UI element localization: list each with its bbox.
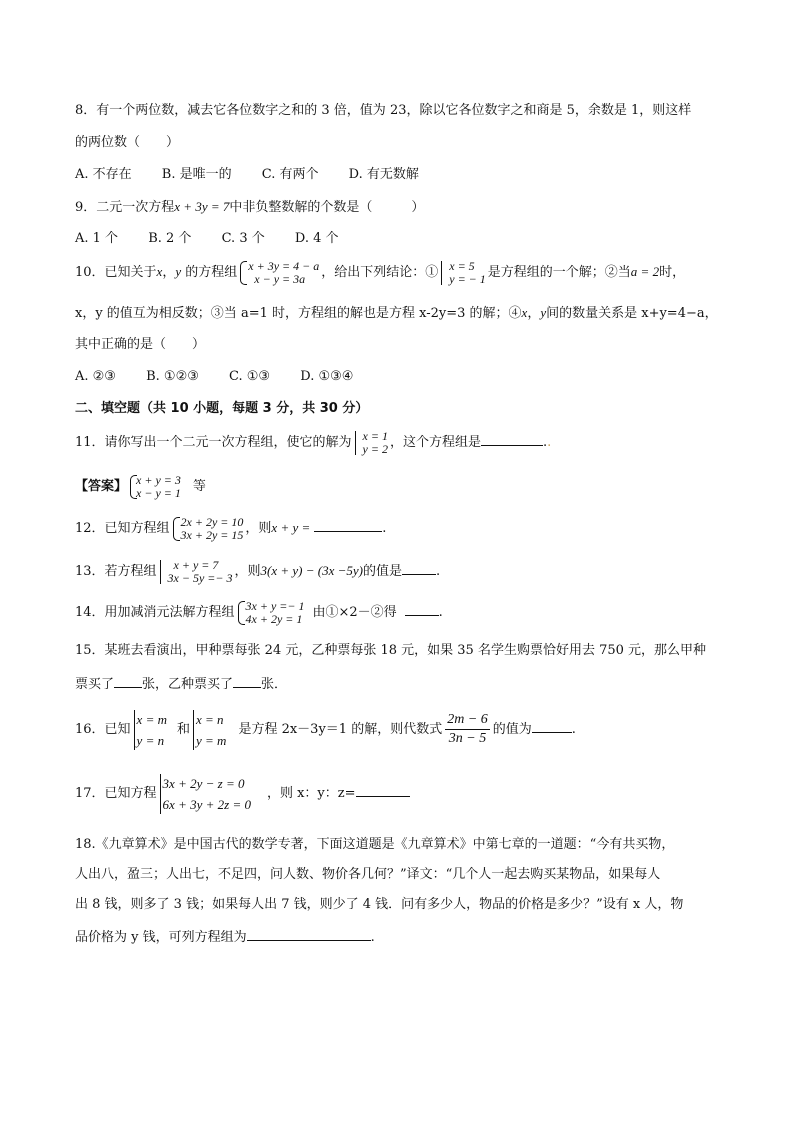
q15-blank-1[interactable] [114,675,142,688]
q11-answer-blank[interactable] [481,433,543,446]
q10-sys-row-2: x − y = 3a [254,271,306,286]
q8-option-d: D. 有无数解 [348,167,419,182]
q12-equation-system [172,516,244,542]
q16-text-4: 的值为 [492,722,532,737]
q11-period: . [543,435,548,450]
q10-text-1: 10．已知关于 [75,265,157,280]
q10-solution-system [440,260,486,286]
q10-option-a: A. ②③ [75,369,116,384]
q9-option-c: C. 3 个 [221,231,265,246]
q17-answer-blank[interactable] [356,784,410,797]
q12-stem [75,513,754,544]
q16-fraction [445,711,490,748]
q10-text-5: 时， [659,265,686,280]
q9-options [75,230,754,248]
q9-stem [75,198,754,217]
q18-text-a: 品价格为 y 钱，可列方程组为 [75,930,247,945]
q16-text-2: 和 [176,722,190,737]
q17-sys-row-1: 3x + 2y − z = 0 [162,775,245,791]
q13-text-1: 13．若方程组 [75,564,157,579]
answer11-system [129,474,181,500]
q11-sol-row-2: y = 2 [362,441,388,456]
q12-text-2: ，则 [245,521,272,536]
q10-sys-row-1: x + 3y = 4 − a [248,258,320,273]
q13-sys-row-1: x + y = 7 [173,557,219,572]
q10-text-2: 的方程组 [185,265,238,280]
q8-option-c: C. 有两个 [261,167,319,182]
q14-text-1: 14．用加减消元法解方程组 [75,605,235,620]
q16-period: . [571,722,576,737]
q13-equation-system [159,559,233,585]
q11-stem [75,428,754,458]
q13-text-2: ，则 [234,564,261,579]
q15-text-a: 票买了 [75,677,115,692]
q15-text-b: 张，乙种票买了 [142,677,234,692]
q8-options [75,166,754,184]
q11-text-1: 11．请你写出一个二元一次方程组，使它的解为 [75,435,352,450]
q10-var-y: y [175,264,182,279]
q10-option-d: D. ①③④ [300,369,354,384]
q13-expression: 3(x + y) − (3x −5y) [260,563,363,578]
q9-option-a: A. 1 个 [75,231,119,246]
q14-stem [75,598,754,628]
q11-text-2: ，这个方程组是 [389,435,481,450]
q12-sys-row-1: 2x + 2y = 10 [180,514,244,529]
q16-system-2 [192,709,226,751]
q10-stem-line3: 其中正确的是（ ） [75,337,206,352]
q11-solution-system [354,430,388,456]
q12-sys-row-2: 3x + 2y = 15 [180,527,244,542]
q11-sol-row-1: x = 1 [362,428,388,443]
q14-period: . [438,605,443,620]
q16-sys2-row-1: x = n [196,711,224,727]
q10-stem-line1 [75,258,754,287]
q8-option-b: B. 是唯一的 [161,167,232,182]
q17-text-1: 17．已知方程 [75,786,157,801]
q16-numerator: 2m − 6 [445,711,490,730]
q10-options [75,368,754,386]
q10-line2-y: y [540,305,547,320]
section-title-fill-in: 二、填空题（共 10 小题，每题 3 分，共 30 分） [75,401,369,416]
q10-var-x: x [156,264,163,279]
q16-text-1: 16．已知 [75,722,131,737]
q10-equation-system [239,260,319,286]
q10-line2-end: 间的数量关系是 x+y=4−a， [546,306,718,321]
q11-dot-mark: . [547,435,552,450]
q12-answer-blank[interactable] [314,519,382,532]
q16-sys1-row-1: x = m [136,711,167,727]
q14-equation-system [237,600,305,626]
q10-option-c: C. ①③ [229,369,271,384]
q10-line2-x: x [521,305,528,320]
q16-sys1-row-2: y = n [136,732,165,748]
q9-suffix: 中非负整数解的个数是（ ） [229,200,425,215]
q18-stem-line2: 人出八，盈三；人出七，不足四，问人数、物价各几何？”译文：“几个人一起去购买某物品，如果每人 [75,867,661,882]
q9-option-d: D. 4 个 [294,231,339,246]
q16-stem [75,708,754,752]
q18-stem-line3: 出 8 钱，则多了 3 钱；如果每人出 7 钱，则少了 4 钱．问有多少人，物品的价格是多少？”设有 x 人，物 [75,897,684,912]
q16-system-1 [133,709,167,751]
q18-answer-blank[interactable] [247,928,371,941]
q15-stem-line2 [75,675,754,694]
q10-line2-text: x，y 的值互为相反数；③当 a=1 时，方程组的解也是方程 x-2y=3 的解；④ [75,306,522,321]
q12-text-1: 12．已知方程组 [75,521,170,536]
q14-answer-blank[interactable] [405,603,439,616]
q14-sys-row-2: 4x + 2y = 1 [245,611,303,626]
q16-answer-blank[interactable] [532,720,572,733]
q15-text-c: 张． [261,677,288,692]
q10-comma: ， [162,265,176,280]
q12-period: . [382,521,387,536]
q16-sys2-row-2: y = m [196,732,227,748]
q14-text-2: 由①×2－②得 [312,605,397,620]
q16-denominator: 3n − 5 [448,731,487,746]
q17-equation-system [159,773,251,815]
q10-sol-row-1: x = 5 [449,258,475,273]
q8-stem-line1: 8．有一个两位数，减去它各位数字之和的 3 倍，值为 23，除以它各位数字之和商是 5，余数是 1，则这样 [75,103,692,118]
q16-text-3: 是方程 2x－3y＝1 的解，则代数式 [238,722,443,737]
q13-text-3: 的值是 [362,564,402,579]
q13-stem [75,556,754,587]
q18-stem-line1: 18.《九章算术》是中国古代的数学专著，下面这道题是《九章算术》中第七章的一道题：“今有共买物， [75,837,675,852]
q8-option-a: A. 不存在 [75,167,132,182]
q10-text-4: 是方程组的一个解；②当 [487,265,631,280]
q10-condition: a = 2 [630,264,660,279]
q17-sys-row-2: 6x + 3y + 2z = 0 [162,796,251,812]
q10-option-b: B. ①②③ [146,369,199,384]
q13-period: . [436,564,441,579]
q12-expression: x + y = [271,520,311,535]
q10-sol-row-2: y = − 1 [449,271,486,286]
answer11-row-2: x − y = 1 [136,485,181,500]
q10-stem-line2 [75,304,754,323]
q10-line2-comma: ， [527,306,541,321]
answer11-row-1: x + y = 3 [136,472,181,487]
q17-stem [75,772,754,816]
q18-period: . [370,930,375,945]
q17-text-2: ，则 x：y：z= [266,786,356,801]
q13-sys-row-2: 3x − 5y =− 3 [167,570,233,585]
q9-option-b: B. 2 个 [148,231,192,246]
answer-11 [75,472,754,502]
answer-label: 【答案】 [75,479,128,494]
q9-prefix: 9．二元一次方程 [75,200,175,215]
q15-stem-line1: 15．某班去看演出，甲种票每张 24 元，乙种票每张 18 元，如果 35 名学生购票恰好用去 750 元，那么甲种 [75,643,707,658]
q8-stem-line2: 的两位数（ ） [75,135,180,150]
answer11-suffix: 等 [192,479,206,494]
q13-answer-blank[interactable] [402,562,436,575]
q14-sys-row-1: 3x + y =− 1 [245,598,305,613]
q15-blank-2[interactable] [233,675,261,688]
q10-text-3: ，给出下列结论：① [321,265,439,280]
q18-stem-line4 [75,928,754,947]
q9-equation: x + 3y = 7 [174,199,230,214]
